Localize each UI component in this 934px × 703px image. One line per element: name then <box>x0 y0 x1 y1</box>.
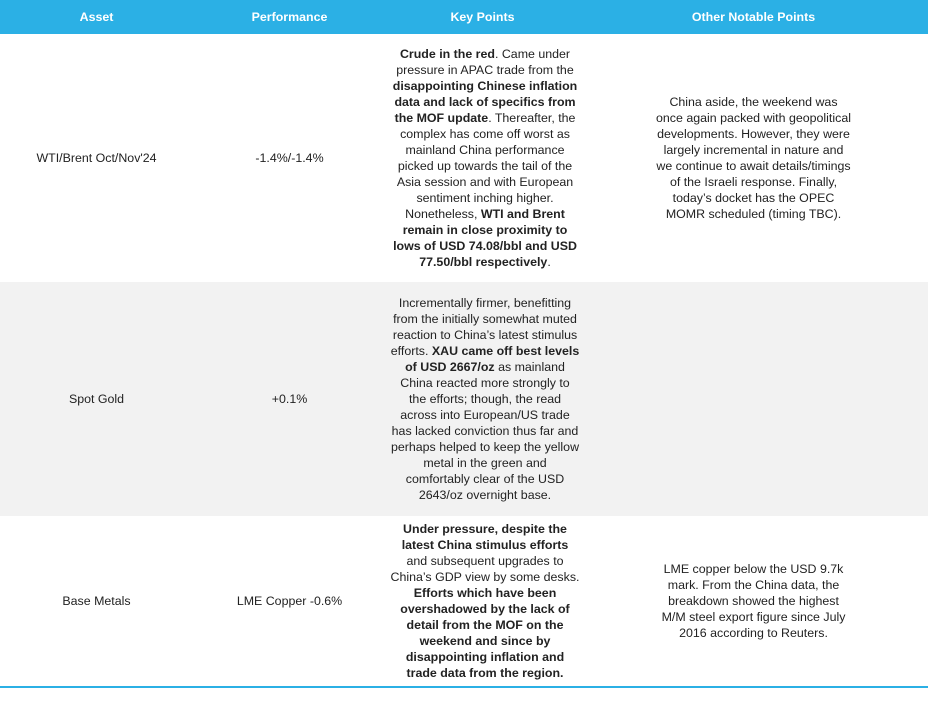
other-notes-cell <box>579 516 928 686</box>
performance-cell: +0.1% <box>193 282 386 516</box>
bold-emphasis: Efforts which have been overshadowed by the lack of detail from the MOF on the weekend and since by disappointing inflation and trade data from the region. <box>400 586 570 680</box>
performance-cell: LME Copper -0.6% <box>193 516 386 686</box>
header-other-notable-points: Other Notable Points <box>579 0 928 34</box>
table-row <box>0 516 928 686</box>
table-header-row <box>0 0 928 34</box>
bold-emphasis: Under pressure, despite the latest China stimulus efforts <box>401 522 569 552</box>
table-row <box>0 282 928 516</box>
bold-emphasis: disappointing Chinese inflation data and lack of specifics from the MOF update <box>392 79 578 125</box>
header-asset: Asset <box>0 0 193 34</box>
other-notes-text: China aside, the weekend was once again packed with geopolitical developments. However, they were largely incremental in nature and we continue to await details/timings of the Israeli response. Finally, today’s docket has the OPEC MOMR scheduled (timing TBC). <box>656 95 851 221</box>
table-bottom-rule <box>0 686 928 688</box>
key-points-cell <box>386 516 579 686</box>
header-performance: Performance <box>193 0 386 34</box>
bold-emphasis: Crude in the red <box>399 47 495 61</box>
key-points-cell <box>386 282 579 516</box>
asset-cell: Spot Gold <box>0 282 193 516</box>
key-points-text: Crude in the red. Came under pressure in APAC trade from the disappointing Chinese inflation data and lack of specifics from the MOF update. Thereafter, the complex has come off worst as mainland China performance picked up towards the tail of the Asia session and with European sentiment inching higher. Nonetheless, WTI and Brent remain in close proximity to lows of USD 74.08/bbl and USD 77.50/bbl respectively. <box>392 47 578 269</box>
key-points-text: Incrementally firmer, benefitting from the initially somewhat muted reaction to China’s latest stimulus efforts. XAU came off best levels of USD 2667/oz as mainland China reacted more strongly to the efforts; though, the read across into European/US trade has lacked conviction thus far and perhaps helped to keep the yellow metal in the green and comfortably clear of the USD 2643/oz overnight base. <box>390 296 580 502</box>
table-row <box>0 34 928 282</box>
asset-cell: Base Metals <box>0 516 193 686</box>
key-points-text: Under pressure, despite the latest China stimulus efforts and subsequent upgrades to China’s GDP view by some desks. Efforts which have been overshadowed by the lack of detail from the MOF on the weekend and since by disappointing inflation and trade data from the region. <box>390 522 580 680</box>
performance-cell: -1.4%/-1.4% <box>193 34 386 282</box>
header-key-points: Key Points <box>386 0 579 34</box>
key-points-cell <box>386 34 579 282</box>
bold-emphasis: WTI and Brent remain in close proximity to lows of USD 74.08/bbl and USD 77.50/bbl respectively <box>393 207 577 269</box>
other-notes-cell <box>579 34 928 282</box>
other-notes-cell <box>579 282 928 516</box>
bold-emphasis: XAU came off best levels of USD 2667/oz <box>405 344 580 374</box>
other-notes-text: LME copper below the USD 9.7k mark. From the China data, the breakdown showed the highest M/M steel export figure since July 2016 according to Reuters. <box>661 562 846 640</box>
asset-cell: WTI/Brent Oct/Nov'24 <box>0 34 193 282</box>
